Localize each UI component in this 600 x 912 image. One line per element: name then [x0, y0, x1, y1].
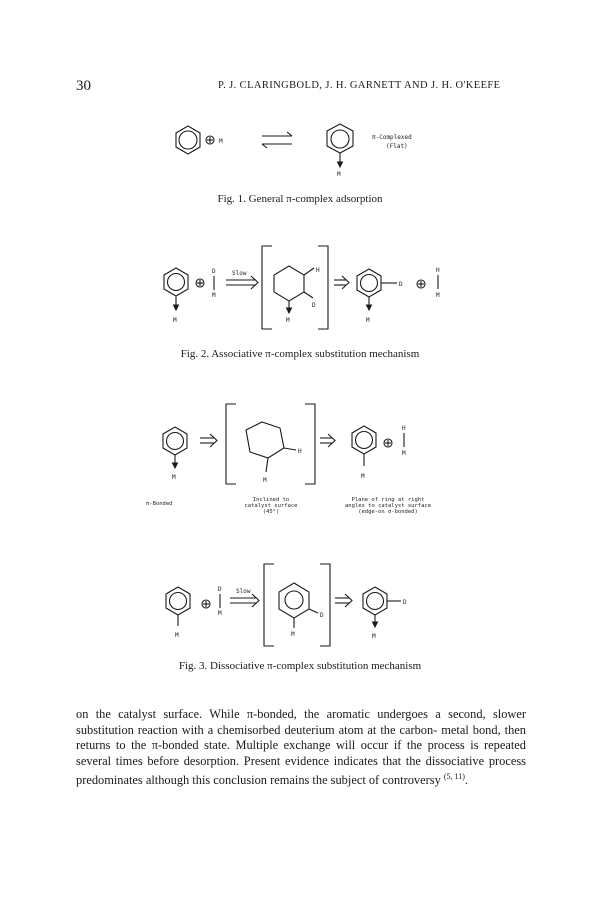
fig2-atom-m-4: M [366, 317, 370, 324]
body-line-5: indicates that the dissociative process predominates although this conclusion [76, 753, 526, 788]
body-line-1: on the catalyst surface. While π-bonded, the aromatic undergoes a second, [76, 707, 486, 721]
fig3a-atom-h-1: H [298, 448, 302, 455]
fig2-bracket-right [318, 246, 328, 329]
fig3a-plus [384, 439, 392, 447]
fig3b-bracket-left [264, 564, 274, 646]
fig3a-atom-h-2: H [402, 425, 406, 432]
fig1-caption: Fig. 1. General π-complex adsorption [217, 193, 383, 205]
fig3a-atom-m-3: M [361, 473, 365, 480]
fig3b-atom-m-2: M [218, 610, 222, 617]
fig3b-intermediate [279, 583, 318, 628]
fig2-benzene-pi-bonded [164, 268, 188, 310]
fig3b-benzene-product [363, 587, 401, 627]
fig2-atom-h-2: H [436, 267, 440, 274]
fig3a-label-pi-bonded: π-Bonded [146, 501, 173, 507]
fig1-note-line1: π-Complexed [372, 134, 412, 141]
fig3a-inclined-ring [246, 422, 296, 472]
fig3a-label-plane-line2: angles to catalyst surface [344, 503, 432, 509]
fig3a-atom-m-1: M [172, 474, 176, 481]
body-line-3: metal bond, then returns to the π-bonded state. Multiple exchange will occur [76, 722, 526, 753]
fig3a-label-plane-line1: Plane of ring at right [351, 497, 425, 503]
fig2-atom-m-1: M [173, 317, 177, 324]
fig1-metal-plus [206, 136, 214, 144]
fig3b-atom-d-1: D [218, 586, 222, 593]
fig3a-atom-m-4: M [402, 450, 406, 457]
fig3a-benzene-pi-bonded [163, 427, 187, 468]
body-end-punct: . [464, 773, 469, 788]
body-line-4: if the process is repeated several times before desorption. Present evidence [76, 738, 526, 768]
fig2-arrow-2 [334, 276, 349, 289]
fig3b-atom-m-1: M [175, 632, 179, 639]
fig2-atom-m-3: M [286, 317, 290, 324]
fig2-atom-d-2: D [312, 302, 316, 309]
body-line-2: slower substitution reaction with a chemisorbed deuterium atom at the carbon- [76, 707, 526, 737]
fig2-caption: Fig. 2. Associative π-complex substitution mechanism [180, 348, 420, 360]
fig3a-label-inclined [226, 497, 316, 515]
fig2-benzene-product [357, 269, 397, 310]
fig3a-label-inclined-line2: catalyst surface [244, 503, 298, 509]
fig3a-bracket-right [305, 404, 315, 484]
fig2-atom-h-1: H [316, 267, 320, 274]
fig1-benzene-free [176, 126, 200, 154]
fig3a-label-inclined-line1: Inclined to [252, 497, 290, 503]
fig3b-atom-m-3: M [291, 631, 295, 638]
fig1-benzene-pi-complexed [327, 124, 353, 167]
fig2-atom-m-2: M [212, 292, 216, 299]
fig2-slow-label: Slow [232, 270, 247, 277]
fig3-caption: Fig. 3. Dissociative π-complex substitution mechanism [178, 660, 422, 672]
fig2-atom-m-5: M [436, 292, 440, 299]
fig3a-label-plane [318, 497, 458, 515]
fig2-atom-d-3: D [399, 281, 403, 288]
fig3b-slow-label: Slow [236, 588, 251, 595]
fig3b-bracket-right [320, 564, 330, 646]
fig2-plus-2 [417, 280, 425, 288]
fig3a-arrow-2 [320, 434, 335, 447]
fig3b-atom-d-2: D [320, 612, 324, 619]
fig3a-arrow-1 [200, 434, 217, 447]
fig3b-arrow-2 [335, 594, 352, 607]
body-line-6: remains the subject of controversy [270, 773, 441, 788]
page-number: 30 [76, 78, 91, 94]
fig1-atom-m: M [219, 138, 223, 145]
citation-reference: (5, 11) [443, 772, 465, 782]
fig1-note-line2: (Flat) [386, 143, 408, 150]
fig3b-benzene-reactant [166, 587, 190, 626]
fig3b-plus [202, 600, 210, 608]
body-paragraph [76, 707, 526, 789]
fig1-equilibrium-arrow [262, 132, 292, 148]
fig3a-label-inclined-line3: (45°) [262, 509, 280, 515]
fig3b-atom-d-3: D [403, 599, 407, 606]
fig3a-atom-m-2: M [263, 477, 267, 484]
running-header: P. J. CLARINGBOLD, J. H. GARNETT AND J. H. O'KEEFE [218, 80, 501, 91]
fig3a-label-plane-line3: (edge-on σ-bonded) [358, 509, 418, 515]
fig3a-bracket-left [226, 404, 236, 484]
fig2-atom-d-1: D [212, 268, 216, 275]
fig1-atom-m-below: M [337, 171, 341, 178]
fig3a-benzene-sigma [352, 426, 376, 466]
fig2-intermediate [274, 266, 314, 313]
fig3b-atom-m-4: M [372, 633, 376, 640]
fig2-bracket-left [262, 246, 272, 329]
fig2-plus [196, 279, 204, 287]
fig2-slow-arrow [226, 276, 258, 289]
fig3b-slow-arrow [230, 594, 259, 607]
